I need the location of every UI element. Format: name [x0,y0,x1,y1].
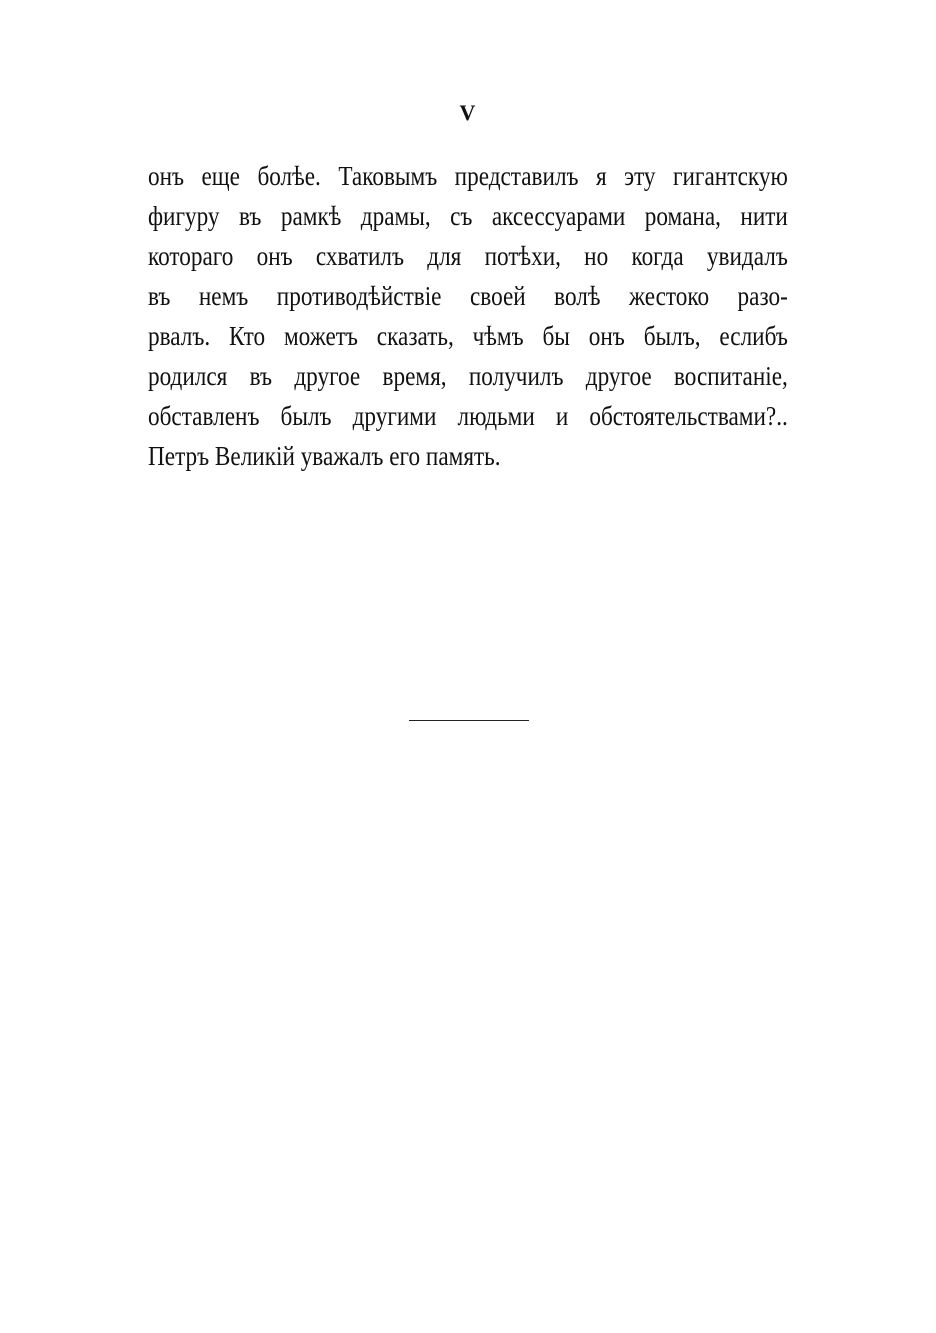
text-line: обставленъ былъ другими людьми и обстоятельствами?.. [148,401,788,431]
text-line: фигуру въ рамкѣ драмы, съ аксессуарами романа, нити [148,201,788,231]
page-number: V [459,100,477,125]
text-line: онъ еще болѣе. Таковымъ представилъ я эту гигантскую [148,161,788,191]
text-line: котораго онъ схватилъ для потѣхи, но когда увидалъ [148,241,788,271]
text-line: родился въ другое время, получилъ другое воспитаніе, [148,361,788,391]
text-line: рвалъ. Кто можетъ сказать, чѣмъ бы онъ былъ, еслибъ [148,321,788,351]
text-line: Петръ Великій уважалъ его память. [148,441,501,471]
text-line: въ немъ противодѣйствіе своей волѣ жестоко разо- [148,281,788,311]
body-paragraph [148,156,788,476]
section-divider-rule [409,720,529,721]
